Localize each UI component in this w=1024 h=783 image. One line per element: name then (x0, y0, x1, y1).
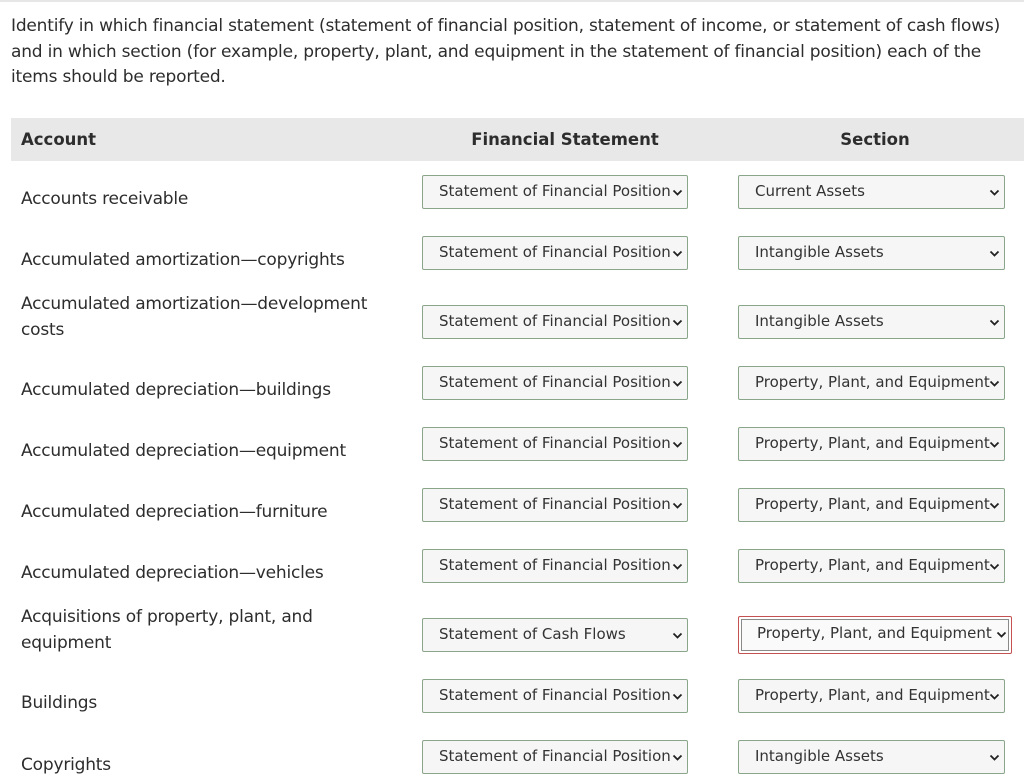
chevron-down-icon (989, 500, 1000, 511)
statement-select-value: Statement of Financial Position (439, 373, 671, 391)
section-select-value: Intangible Assets (755, 747, 884, 765)
section-select-value: Property, Plant, and Equipment (755, 434, 990, 452)
chevron-down-icon (672, 561, 683, 572)
chevron-down-icon (672, 752, 683, 763)
statement-select[interactable] (422, 740, 688, 774)
section-select[interactable] (738, 740, 1005, 774)
statement-select[interactable] (422, 366, 688, 400)
chevron-down-icon (672, 187, 683, 198)
row-account-label: Accumulated amortization—copyrights (21, 250, 345, 270)
row-account-label: Copyrights (21, 755, 111, 775)
statement-select-value: Statement of Cash Flows (439, 625, 626, 643)
statement-select-value: Statement of Financial Position (439, 556, 671, 574)
statement-select[interactable] (422, 236, 688, 270)
statement-select[interactable] (422, 175, 688, 209)
chevron-down-icon (672, 500, 683, 511)
section-select-value: Intangible Assets (755, 312, 884, 330)
row-account-label: Acquisitions of property, plant, and equipment (21, 607, 313, 653)
section-select[interactable] (738, 549, 1005, 583)
chevron-down-icon (672, 691, 683, 702)
statement-select[interactable] (422, 305, 688, 339)
section-select[interactable] (738, 305, 1005, 339)
header-account: Account (21, 130, 97, 149)
section-select-value: Property, Plant, and Equipment (755, 556, 990, 574)
statement-select-value: Statement of Financial Position (439, 686, 671, 704)
chevron-down-icon (989, 378, 1000, 389)
chevron-down-icon (989, 317, 1000, 328)
chevron-down-icon (989, 561, 1000, 572)
row-account-label: Accumulated amortization—development costs (21, 294, 368, 340)
statement-select-value: Statement of Financial Position (439, 495, 671, 513)
chevron-down-icon (989, 248, 1000, 259)
section-select-value: Property, Plant, and Equipment (757, 624, 992, 642)
statement-select[interactable] (422, 488, 688, 522)
chevron-down-icon (989, 439, 1000, 450)
row-account-label: Accumulated depreciation—equipment (21, 441, 346, 461)
chevron-down-icon (672, 248, 683, 259)
section-select[interactable] (738, 236, 1005, 270)
header-financial-statement: Financial Statement (471, 130, 659, 149)
chevron-down-icon (996, 629, 1007, 640)
section-select-value: Property, Plant, and Equipment (755, 373, 990, 391)
chevron-down-icon (989, 691, 1000, 702)
row-account-label: Buildings (21, 693, 98, 713)
statement-select-value: Statement of Financial Position (439, 434, 671, 452)
row-account-label: Accumulated depreciation—buildings (21, 380, 331, 400)
chevron-down-icon (672, 378, 683, 389)
section-select[interactable] (738, 679, 1005, 713)
statement-select[interactable] (422, 618, 688, 652)
statement-select[interactable] (422, 679, 688, 713)
chevron-down-icon (672, 317, 683, 328)
statement-select-value: Statement of Financial Position (439, 243, 671, 261)
section-select-focused[interactable] (738, 616, 1012, 654)
statement-select[interactable] (422, 549, 688, 583)
chevron-down-icon (989, 752, 1000, 763)
top-divider (0, 0, 1024, 2)
section-select[interactable] (738, 488, 1005, 522)
section-select-value: Property, Plant, and Equipment (755, 495, 990, 513)
statement-select-value: Statement of Financial Position (439, 747, 671, 765)
row-account-label: Accumulated depreciation—vehicles (21, 563, 324, 583)
section-select-value: Intangible Assets (755, 243, 884, 261)
instructions-text: Identify in which financial statement (statement of financial position, statement of income, or statement of cash flows) and in which section (for example, property, plant, and equipment in the statement of financial position) each of the items should be reported. (11, 16, 1001, 87)
section-select-value: Property, Plant, and Equipment (755, 686, 990, 704)
header-section: Section (840, 130, 910, 149)
statement-select-value: Statement of Financial Position (439, 312, 671, 330)
row-account-label: Accounts receivable (21, 189, 189, 209)
section-select[interactable] (738, 366, 1005, 400)
row-account-label: Accumulated depreciation—furniture (21, 502, 328, 522)
section-select[interactable] (738, 427, 1005, 461)
statement-select[interactable] (422, 427, 688, 461)
section-select-value: Current Assets (755, 182, 865, 200)
chevron-down-icon (989, 187, 1000, 198)
chevron-down-icon (672, 439, 683, 450)
table-header (11, 118, 1024, 161)
statement-select-value: Statement of Financial Position (439, 182, 671, 200)
section-select[interactable] (738, 175, 1005, 209)
chevron-down-icon (672, 630, 683, 641)
